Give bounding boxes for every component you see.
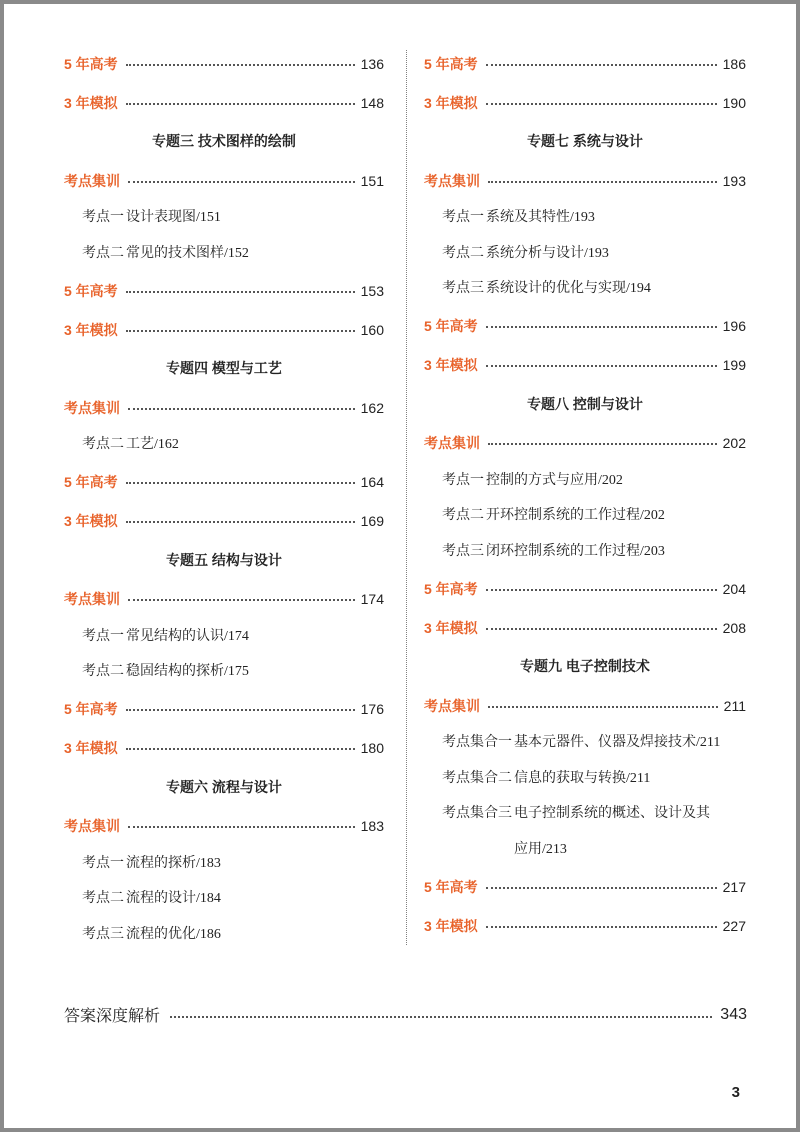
toc-entry-label: 5 年高考 [64, 55, 118, 72]
toc-entry-label: 3 年模拟 [64, 94, 118, 111]
dot-leader [126, 330, 355, 332]
subentry-code: 考点三 [442, 543, 484, 559]
toc-entry-label: 5 年高考 [424, 318, 478, 334]
toc-entry[interactable] [424, 569, 746, 608]
dot-leader [486, 365, 717, 367]
toc-entry-label: 3 年模拟 [424, 94, 478, 111]
dot-leader [126, 521, 355, 523]
toc-entry-page: 227 [722, 917, 746, 934]
subentry-code: 考点集合三 [442, 806, 512, 821]
toc-subentry[interactable] [424, 534, 746, 570]
toc-entry[interactable] [64, 388, 384, 427]
subentry-code: 考点二 [82, 245, 124, 261]
subentry-text: 常见的技术图样/152 [126, 245, 249, 261]
toc-entry-page: 180 [360, 740, 384, 756]
toc-subentry[interactable] [64, 846, 384, 882]
subentry-text: 系统及其特性/193 [486, 210, 595, 225]
toc-entry[interactable] [64, 271, 384, 310]
toc-entry-label: 5 年高考 [424, 878, 478, 895]
subentry-text: 开环控制系统的工作过程/202 [486, 508, 665, 523]
toc-entry[interactable] [424, 83, 746, 122]
subentry-text: 控制的方式与应用/202 [486, 472, 623, 488]
toc-subentry[interactable] [424, 200, 746, 236]
dot-leader [486, 103, 717, 105]
toc-entry-label: 5 年高考 [424, 55, 478, 72]
toc-entry[interactable] [424, 686, 746, 725]
chapter-heading: 专题七 系统与设计 [527, 133, 643, 149]
toc-subentry-continuation: 应用/213 [514, 841, 567, 857]
toc-left-column [64, 44, 384, 952]
toc-entry-page: 193 [722, 172, 746, 189]
answer-entry[interactable] [64, 1003, 747, 1026]
toc-entry[interactable] [424, 867, 746, 906]
dot-leader [128, 599, 355, 601]
toc-entry[interactable] [424, 307, 746, 346]
toc-entry-page: 199 [722, 357, 746, 373]
dot-leader [126, 64, 355, 66]
subentry-text: 系统分析与设计/193 [486, 245, 609, 261]
toc-entry-page: 169 [360, 513, 384, 529]
subentry-code: 考点二 [82, 664, 124, 679]
toc-entry-page: 208 [722, 619, 746, 636]
dot-leader [488, 181, 717, 183]
toc-page [4, 4, 796, 1128]
subentry-text: 流程的设计/184 [126, 891, 221, 906]
toc-entry-label: 3 年模拟 [424, 357, 478, 373]
dot-leader [126, 103, 355, 105]
toc-subentry[interactable] [64, 654, 384, 690]
subentry-code: 考点二 [442, 245, 484, 261]
toc-entry-label: 3 年模拟 [64, 321, 118, 338]
toc-entry-page: 202 [722, 435, 746, 451]
subentry-text: 系统设计的优化与实现/194 [486, 281, 651, 296]
subentry-text: 基本元器件、仪器及焊接技术/211 [514, 735, 721, 750]
subentry-text: 电子控制系统的概述、设计及其 [514, 806, 710, 821]
subentry-code: 考点二 [82, 437, 124, 452]
toc-entry[interactable] [64, 83, 384, 122]
toc-entry[interactable] [424, 424, 746, 463]
dot-leader [126, 748, 355, 750]
toc-subentry[interactable] [64, 917, 384, 953]
toc-subentry[interactable] [64, 200, 384, 236]
dot-leader [486, 64, 717, 66]
chapter-heading: 专题六 流程与设计 [166, 778, 282, 795]
subentry-code: 考点一 [82, 855, 124, 871]
subentry-text: 流程的探析/183 [126, 855, 221, 871]
subentry-code: 考点一 [442, 210, 484, 225]
subentry-text: 稳固结构的探析/175 [126, 664, 249, 679]
toc-entry-label: 3 年模拟 [64, 513, 118, 529]
toc-entry-page: 176 [360, 701, 384, 717]
toc-entry-page: 217 [722, 878, 746, 895]
toc-entry[interactable] [64, 463, 384, 502]
toc-entry[interactable] [64, 729, 384, 768]
toc-entry-page: 183 [360, 818, 384, 834]
dot-leader [170, 1016, 712, 1018]
subentry-code: 考点一 [82, 628, 124, 644]
toc-subentry[interactable] [64, 236, 384, 272]
subentry-text: 闭环控制系统的工作过程/203 [486, 543, 665, 559]
toc-entry-label: 3 年模拟 [424, 917, 478, 934]
dot-leader [488, 706, 718, 708]
toc-right-column [424, 44, 746, 945]
toc-entry[interactable] [64, 44, 384, 83]
toc-entry[interactable] [64, 807, 384, 846]
dot-leader [486, 326, 717, 328]
toc-subentry[interactable] [64, 881, 384, 917]
toc-entry[interactable] [64, 690, 384, 729]
toc-subentry[interactable] [424, 796, 746, 832]
chapter-heading: 专题四 模型与工艺 [166, 360, 282, 376]
toc-entry[interactable] [424, 44, 746, 83]
chapter-heading: 专题九 电子控制技术 [520, 658, 650, 674]
toc-entry-label: 考点集训 [64, 172, 120, 189]
toc-entry-page: 190 [722, 94, 746, 111]
toc-entry-label: 5 年高考 [424, 580, 478, 597]
toc-entry-label: 5 年高考 [64, 282, 118, 299]
subentry-code: 考点集合二 [442, 770, 512, 786]
toc-subentry[interactable] [424, 761, 746, 797]
dot-leader [128, 408, 355, 410]
answer-page-number: 343 [720, 1005, 747, 1023]
toc-entry-page: 148 [360, 94, 384, 111]
toc-entry-label: 考点集训 [424, 435, 480, 451]
toc-entry-page: 151 [360, 172, 384, 189]
column-divider [406, 50, 407, 945]
dot-leader [488, 443, 717, 445]
toc-subentry[interactable] [424, 498, 746, 534]
toc-entry-page: 162 [360, 399, 384, 416]
subentry-text: 工艺/162 [126, 437, 179, 452]
dot-leader [486, 589, 717, 591]
subentry-code: 考点一 [442, 472, 484, 488]
toc-entry[interactable] [424, 346, 746, 385]
toc-subentry[interactable] [64, 619, 384, 655]
subentry-code: 考点三 [442, 281, 484, 296]
toc-entry-page: 153 [360, 282, 384, 299]
toc-entry[interactable] [424, 906, 746, 945]
toc-subentry[interactable] [64, 427, 384, 463]
subentry-text: 设计表现图/151 [126, 210, 221, 225]
toc-entry-page: 211 [723, 697, 746, 714]
subentry-code: 考点二 [82, 891, 124, 906]
toc-entry-label: 3 年模拟 [424, 619, 478, 636]
toc-entry-label: 考点集训 [424, 172, 480, 189]
toc-entry-label: 考点集训 [64, 591, 120, 607]
subentry-code: 考点三 [82, 926, 124, 942]
answer-label: 答案深度解析 [64, 1008, 161, 1025]
toc-entry-label: 5 年高考 [64, 474, 118, 490]
subentry-text: 信息的获取与转换/211 [514, 770, 651, 786]
dot-leader [128, 826, 355, 828]
toc-entry-label: 考点集训 [64, 818, 120, 834]
chapter-heading: 专题三 技术图样的绘制 [152, 133, 296, 149]
subentry-code: 考点二 [442, 508, 484, 523]
dot-leader [486, 628, 717, 630]
toc-entry[interactable] [64, 502, 384, 541]
subentry-code: 考点一 [82, 210, 124, 225]
chapter-heading: 专题八 控制与设计 [527, 395, 643, 412]
dot-leader [126, 482, 355, 484]
toc-entry-page: 204 [722, 580, 746, 597]
dot-leader [486, 887, 717, 889]
toc-entry[interactable] [64, 580, 384, 619]
dot-leader [128, 181, 355, 183]
page-number: 3 [731, 1084, 740, 1101]
dot-leader [486, 926, 717, 928]
toc-entry-page: 160 [360, 321, 384, 338]
toc-entry-label: 考点集训 [424, 697, 480, 714]
toc-entry-label: 考点集训 [64, 399, 120, 416]
dot-leader [126, 291, 355, 293]
dot-leader [126, 709, 355, 711]
subentry-code: 考点集合一 [442, 735, 512, 750]
toc-entry[interactable] [424, 608, 746, 647]
toc-entry-label: 3 年模拟 [64, 740, 118, 756]
toc-subentry[interactable] [424, 236, 746, 272]
toc-entry-page: 196 [722, 318, 746, 334]
subentry-text: 常见结构的认识/174 [126, 628, 249, 644]
toc-entry-page: 186 [722, 55, 746, 72]
toc-entry-page: 136 [360, 55, 384, 72]
chapter-heading: 专题五 结构与设计 [166, 551, 282, 568]
toc-entry-page: 164 [360, 474, 384, 490]
toc-subentry[interactable] [424, 271, 746, 307]
toc-entry[interactable] [64, 161, 384, 200]
toc-entry-page: 174 [360, 591, 384, 607]
toc-entry[interactable] [64, 310, 384, 349]
toc-subentry[interactable] [424, 463, 746, 499]
toc-subentry[interactable] [424, 725, 746, 761]
subentry-text: 流程的优化/186 [126, 926, 221, 942]
toc-entry-label: 5 年高考 [64, 701, 118, 717]
toc-entry[interactable] [424, 161, 746, 200]
